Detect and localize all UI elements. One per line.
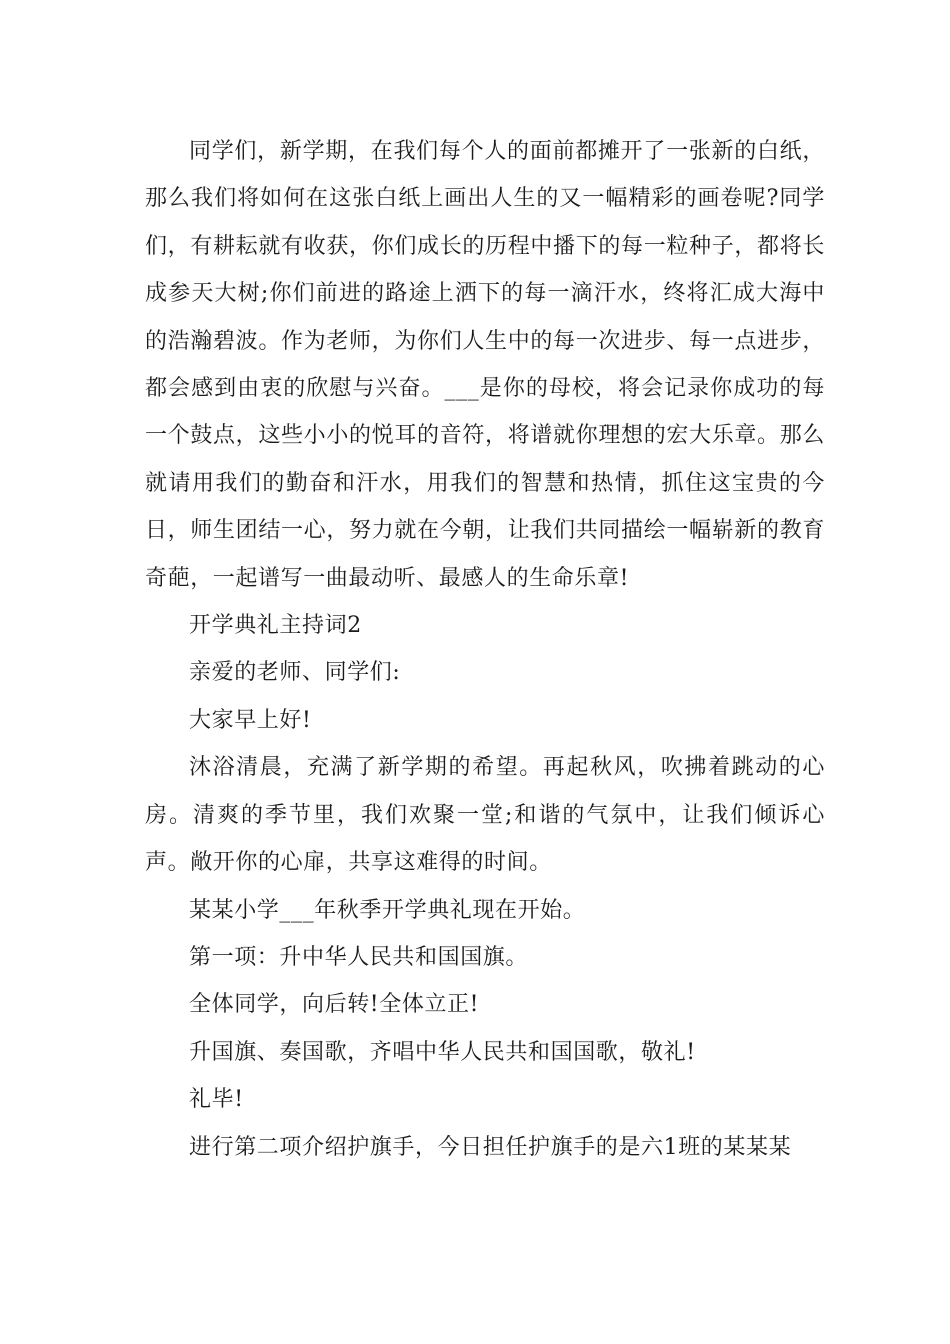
paragraph-ceremony-start: 某某小学___年秋季开学典礼现在开始。 — [189, 897, 586, 923]
paragraph-command: 全体同学，向后转!全体立正! — [189, 992, 480, 1018]
paragraph-greeting: 大家早上好! — [189, 707, 312, 733]
section-heading: 开学典礼主持词2 — [189, 613, 362, 639]
paragraph-item-two: 进行第二项介绍护旗手，今日担任护旗手的是六1班的某某某 — [189, 1134, 792, 1160]
paragraph-item-one: 第一项：升中华人民共和国国旗。 — [189, 944, 529, 970]
paragraph-opening-speech: 同学们，新学期，在我们每个人的面前都摊开了一张新的白纸，那么我们将如何在这张白纸上画出人生的又一幅精彩的画卷呢?同学们，有耕耘就有收获，你们成长的历程中播下的每一粒种子，都将长成参天大树;你们前进的路途上洒下的每一滴汗水，终将汇成大海中的浩瀚碧波。作为老师，为你们人生中的每一次进步、每一点进步，都会感到由衷的欣慰与兴奋。___是你的母校，将会记录你成功的每一个鼓点，这些小小的悦耳的音符，将谱就你理想的宏大乐章。那么就请用我们的勤奋和汗水，用我们的智慧和热情，抓住这宝贵的今日，师生团结一心，努力就在今朝，让我们共同描绘一幅崭新的教育奇葩，一起谱写一曲最动听、最感人的生命乐章! — [145, 139, 825, 591]
paragraph-salute-end: 礼毕! — [189, 1087, 244, 1113]
paragraph-anthem: 升国旗、奏国歌，齐唱中华人民共和国国歌，敬礼! — [189, 1039, 696, 1065]
document-body — [145, 128, 825, 1171]
paragraph-intro: 沐浴清晨，充满了新学期的希望。再起秋风，吹拂着跳动的心房。清爽的季节里，我们欢聚一堂;和谐的气氛中，让我们倾诉心声。敞开你的心扉，共享这难得的时间。 — [145, 755, 825, 876]
paragraph-salutation: 亲爱的老师、同学们: — [189, 660, 401, 686]
